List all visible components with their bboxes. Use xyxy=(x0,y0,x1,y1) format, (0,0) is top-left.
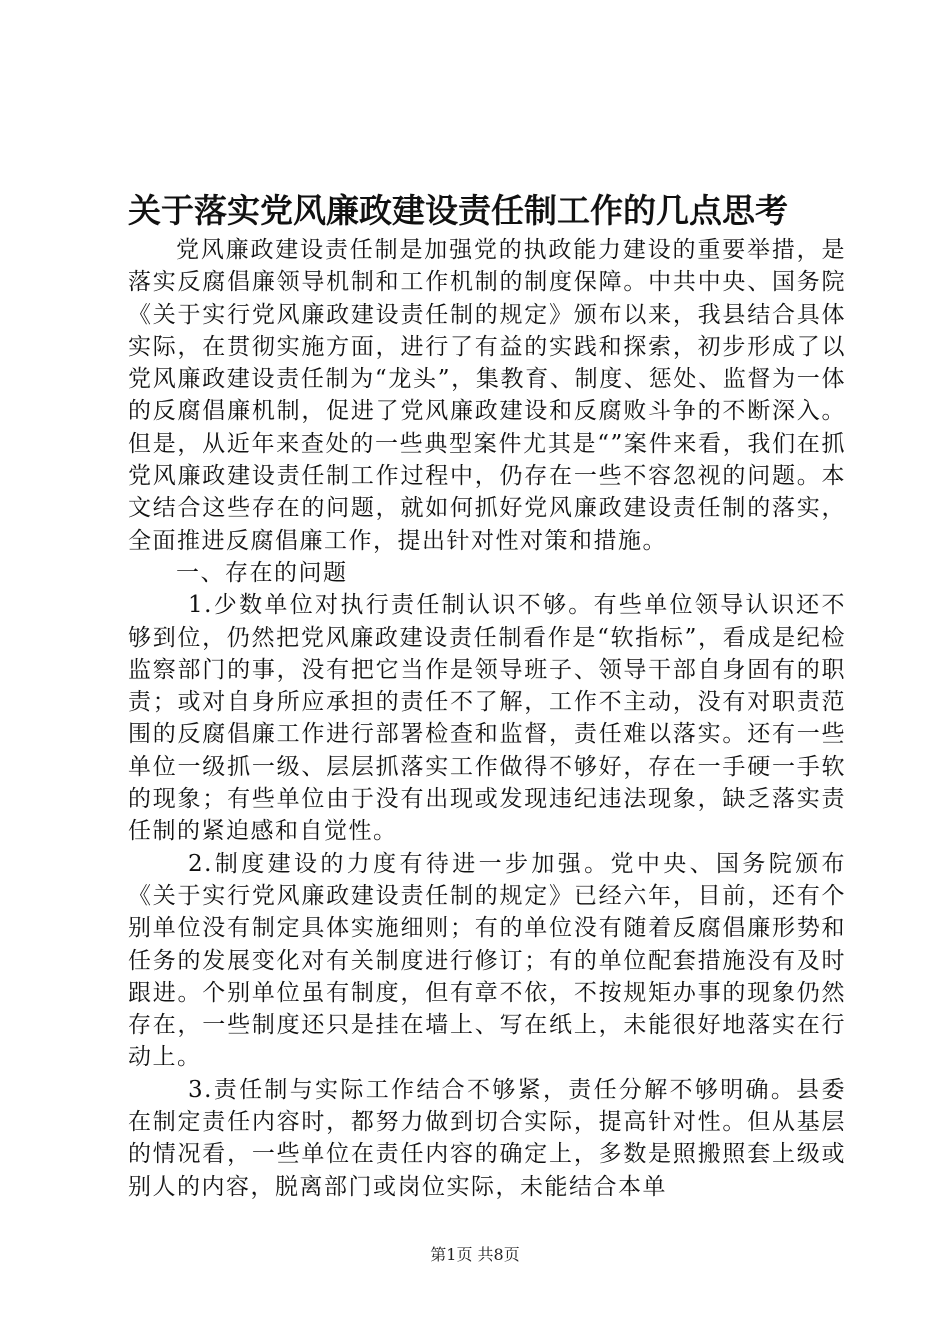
document-title: 关于落实党风廉政建设责任制工作的几点思考 xyxy=(128,191,788,230)
intro-paragraph: 党风廉政建设责任制是加强党的执政能力建设的重要举措，是落实反腐倡廉领导机制和工作机制的制度保障。中共中央、国务院《关于实行党风廉政建设责任制的规定》颁布以来，我县结合具体实际，在贯彻实施方面，进行了有益的实践和探索，初步形成了以党风廉政建设责任制为“龙头”，集教育、制度、惩处、监督为一体的反腐倡廉机制，促进了党风廉政建设和反腐败斗争的不断深入。但是，从近年来查处的一些典型案件尤其是“”案件来看，我们在抓党风廉政建设责任制工作过程中，仍存在一些不容忽视的问题。本文结合这些存在的问题，就如何抓好党风廉政建设责任制的落实，全面推进反腐倡廉工作，提出针对性对策和措施。 xyxy=(128,237,846,554)
page-footer: 第1页 共8页 xyxy=(430,1245,520,1264)
point-1-paragraph: 1.少数单位对执行责任制认识不够。有些单位领导认识还不够到位，仍然把党风廉政建设责任制看作是“软指标”，看成是纪检监察部门的事，没有把它当作是领导班子、领导干部自身固有的职责；或对自身所应承担的责任不了解，工作不主动，没有对职责范围的反腐倡廉工作进行部署检查和监督，责任难以落实。还有一些单位一级抓一级、层层抓落实工作做得不够好，存在一手硬一手软的现象；有些单位由于没有出现或发现违纪违法现象，缺乏落实责任制的紧迫感和自觉性。 xyxy=(128,592,846,845)
point-2-paragraph: 2.制度建设的力度有待进一步加强。党中央、国务院颁布《关于实行党风廉政建设责任制的规定》已经六年，目前，还有个别单位没有制定具体实施细则；有的单位没有随着反腐倡廉形势和任务的发展变化对有关制度进行修订；有的单位配套措施没有及时跟进。个别单位虽有制度，但有章不依，不按规矩办事的现象仍然存在，一些制度还只是挂在墙上、写在纸上，未能很好地落实在行动上。 xyxy=(128,850,846,1071)
document-body xyxy=(128,234,846,1203)
point-3-paragraph: 3.责任制与实际工作结合不够紧，责任分解不够明确。县委在制定责任内容时，都努力做到切合实际，提高针对性。但从基层的情况看，一些单位在责任内容的确定上，多数是照搬照套上级或别人的内容，脱离部门或岗位实际，未能结合本单 xyxy=(128,1076,846,1200)
section-heading: 一、存在的问题 xyxy=(176,559,348,586)
